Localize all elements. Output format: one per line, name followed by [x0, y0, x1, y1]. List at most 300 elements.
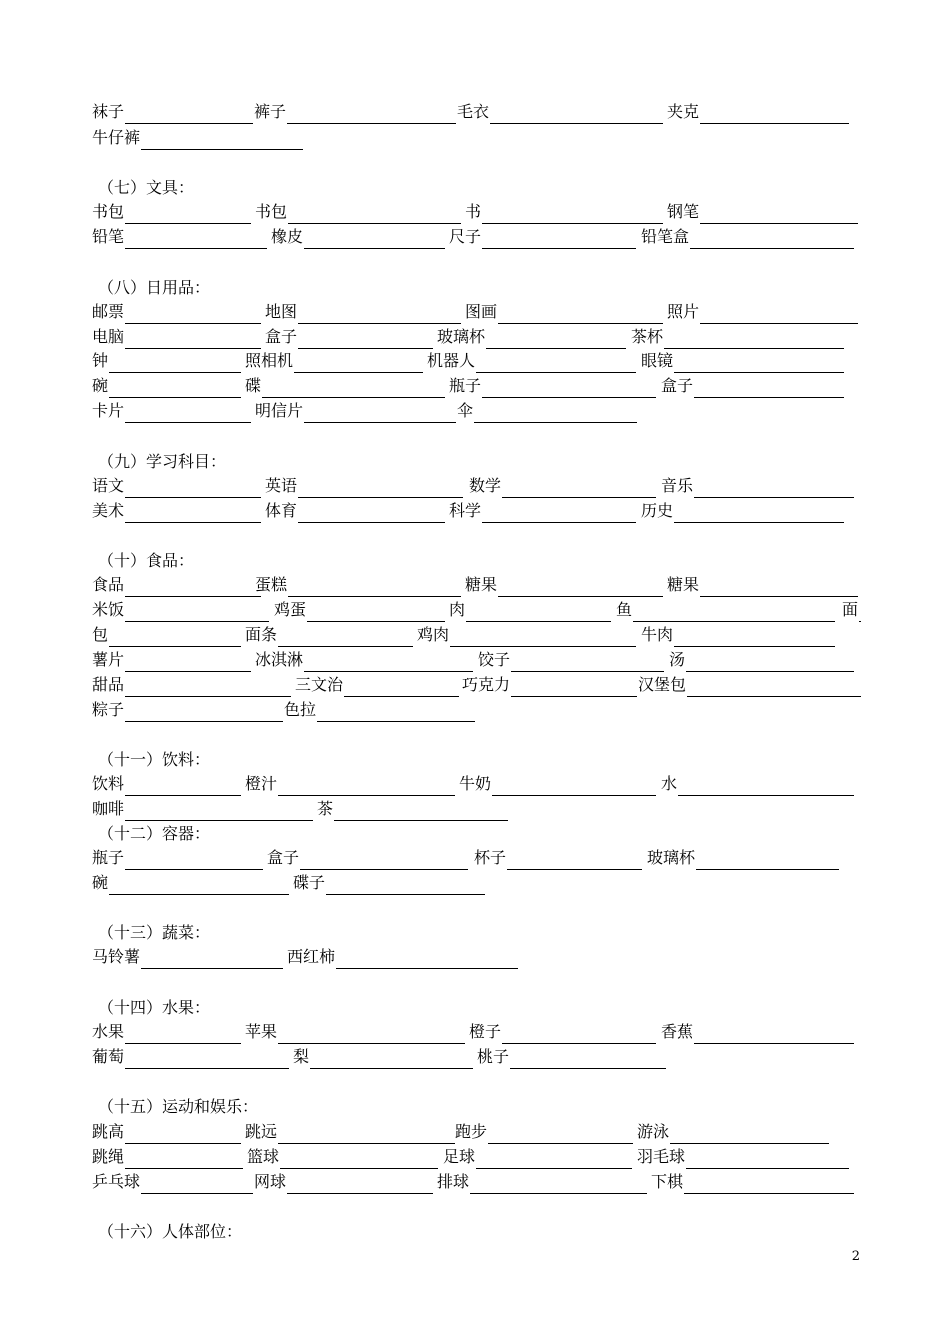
answer-blank[interactable] [125, 603, 269, 622]
section-heading-drinks: （十一）饮料： [98, 750, 211, 769]
answer-blank[interactable] [125, 1050, 289, 1069]
vocab-word: 瓶子 [449, 376, 482, 395]
vocab-word: 玻璃杯 [437, 327, 486, 346]
answer-blank[interactable] [298, 305, 461, 324]
vocab-item [92, 623, 241, 647]
vocab-item [92, 1145, 243, 1169]
answer-blank[interactable] [488, 1125, 633, 1144]
answer-blank[interactable] [334, 802, 508, 821]
vocab-word: 咖啡 [92, 799, 125, 818]
vocab-item [92, 225, 267, 249]
vocab-word: 饮料 [92, 774, 125, 793]
section-heading-fruit: （十四）水果： [98, 998, 211, 1017]
answer-blank[interactable] [287, 1175, 433, 1194]
answer-blank[interactable] [304, 230, 445, 249]
answer-blank[interactable] [510, 1050, 666, 1069]
vocab-row [0, 325, 950, 349]
vocab-item [255, 399, 456, 423]
answer-blank[interactable] [278, 1125, 455, 1144]
answer-blank[interactable] [125, 777, 241, 796]
vocab-word: 糖果 [667, 575, 700, 594]
vocab-item [265, 499, 445, 523]
vocab-word: 体育 [265, 501, 298, 520]
vocab-word: 甜品 [92, 675, 125, 694]
answer-blank[interactable] [450, 628, 636, 647]
vocab-item [661, 474, 854, 498]
vocab-item [255, 200, 461, 224]
vocab-item [616, 598, 835, 622]
vocab-item [92, 772, 241, 796]
answer-blank[interactable] [298, 479, 463, 498]
vocab-item [667, 200, 858, 224]
answer-blank[interactable] [700, 105, 849, 124]
vocab-item [661, 374, 844, 398]
section-heading-body: （十六）人体部位： [98, 1222, 243, 1241]
vocab-word: 肉 [449, 600, 466, 619]
answer-blank[interactable] [125, 230, 267, 249]
vocab-word: 茶 [317, 799, 334, 818]
answer-blank[interactable] [125, 653, 251, 672]
vocab-word: 机器人 [427, 351, 476, 370]
vocab-item [637, 1120, 829, 1144]
vocab-word: 米饭 [92, 600, 125, 619]
vocab-item [254, 1170, 433, 1194]
answer-blank[interactable] [109, 628, 241, 647]
vocab-word: 牛仔裤 [92, 128, 141, 147]
vocab-item [92, 1045, 289, 1069]
answer-blank[interactable] [470, 1175, 647, 1194]
vocab-item [317, 797, 508, 821]
answer-blank[interactable] [125, 678, 291, 697]
answer-blank[interactable] [674, 504, 844, 523]
vocab-word: 三文治 [295, 675, 344, 694]
answer-blank[interactable] [690, 230, 854, 249]
answer-blank[interactable] [125, 105, 253, 124]
vocab-word: 面条 [245, 625, 278, 644]
vocab-word: 水 [661, 774, 678, 793]
vocab-word: 香蕉 [661, 1022, 694, 1041]
vocab-item [92, 846, 263, 870]
vocab-word: 盒子 [661, 376, 694, 395]
answer-blank[interactable] [294, 354, 423, 373]
vocab-item [92, 1170, 253, 1194]
answer-blank[interactable] [686, 653, 854, 672]
vocab-word: 明信片 [255, 401, 304, 420]
answer-blank[interactable] [490, 105, 663, 124]
vocab-word: 书包 [92, 202, 125, 221]
vocab-item [293, 1045, 473, 1069]
vocab-word: 裤子 [254, 102, 287, 121]
vocab-item [443, 1145, 632, 1169]
vocab-row [0, 1020, 950, 1044]
vocab-word: 语文 [92, 476, 125, 495]
answer-blank[interactable] [278, 777, 455, 796]
vocab-item [455, 1120, 633, 1144]
vocab-item [842, 598, 861, 622]
vocab-item [459, 772, 656, 796]
vocab-item [92, 945, 283, 969]
answer-blank[interactable] [125, 479, 261, 498]
section-heading-containers: （十二）容器： [98, 824, 211, 843]
vocab-item [265, 300, 461, 324]
vocab-item [449, 598, 611, 622]
vocab-item [271, 225, 445, 249]
section-heading-daily: （八）日用品： [98, 278, 211, 297]
vocab-item [631, 325, 844, 349]
vocab-item [245, 349, 423, 373]
answer-blank[interactable] [674, 628, 835, 647]
answer-blank[interactable] [502, 479, 656, 498]
answer-blank[interactable] [304, 404, 456, 423]
vocab-word: 钟 [92, 351, 109, 370]
vocab-item [478, 648, 664, 672]
vocab-item [92, 300, 261, 324]
vocab-item [92, 598, 269, 622]
answer-blank[interactable] [304, 653, 473, 672]
answer-blank[interactable] [125, 851, 263, 870]
vocab-word: 邮票 [92, 302, 125, 321]
answer-blank[interactable] [336, 950, 518, 969]
vocab-item [641, 623, 835, 647]
answer-blank[interactable] [476, 354, 636, 373]
vocab-word: 足球 [443, 1147, 476, 1166]
vocab-word: 伞 [457, 401, 474, 420]
vocab-word: 夹克 [667, 102, 700, 121]
vocab-row [0, 474, 950, 498]
vocab-word: 杯子 [474, 848, 507, 867]
answer-blank[interactable] [492, 777, 656, 796]
vocab-word: 地图 [265, 302, 298, 321]
vocab-item [92, 698, 283, 722]
vocab-word: 盒子 [265, 327, 298, 346]
answer-blank[interactable] [317, 703, 475, 722]
answer-blank[interactable] [482, 205, 663, 224]
answer-blank[interactable] [125, 1025, 241, 1044]
vocab-row [0, 573, 950, 597]
vocab-word: 照片 [667, 302, 700, 321]
vocab-item [661, 1020, 854, 1044]
vocab-word: 科学 [449, 501, 482, 520]
vocab-item [638, 673, 861, 697]
vocab-word: 跑步 [455, 1122, 488, 1141]
answer-blank[interactable] [125, 504, 261, 523]
vocab-row [0, 772, 950, 796]
vocab-item [469, 474, 656, 498]
vocab-item [92, 797, 313, 821]
vocab-word: 橙子 [469, 1022, 502, 1041]
vocab-item [247, 1145, 438, 1169]
vocab-item [651, 1170, 854, 1194]
vocab-word: 牛奶 [459, 774, 492, 793]
answer-blank[interactable] [859, 603, 861, 622]
vocab-word: 图画 [465, 302, 498, 321]
vocab-row [0, 225, 950, 249]
vocab-item [92, 871, 289, 895]
vocab-item [265, 325, 433, 349]
answer-blank[interactable] [125, 1125, 241, 1144]
answer-blank[interactable] [507, 851, 642, 870]
vocab-item [92, 374, 241, 398]
answer-blank[interactable] [141, 950, 283, 969]
vocab-word: 桃子 [477, 1047, 510, 1066]
vocab-row [0, 648, 950, 672]
answer-blank[interactable] [109, 354, 241, 373]
vocab-row [0, 499, 950, 523]
answer-blank[interactable] [694, 379, 844, 398]
vocab-item [92, 648, 251, 672]
vocab-item [449, 499, 636, 523]
vocab-word: 音乐 [661, 476, 694, 495]
answer-blank[interactable] [280, 1150, 438, 1169]
vocab-item [417, 623, 636, 647]
answer-blank[interactable] [278, 1025, 465, 1044]
vocab-row [0, 698, 950, 722]
answer-blank[interactable] [298, 504, 445, 523]
answer-blank[interactable] [700, 578, 858, 597]
answer-blank[interactable] [298, 330, 433, 349]
answer-blank[interactable] [307, 603, 445, 622]
vocab-word: 碗 [92, 873, 109, 892]
vocab-item [255, 573, 461, 597]
vocab-item [245, 772, 455, 796]
answer-blank[interactable] [125, 703, 283, 722]
answer-blank[interactable] [262, 379, 445, 398]
vocab-row [0, 871, 950, 895]
vocab-word: 铅笔盒 [641, 227, 690, 246]
vocab-word: 冰淇淋 [255, 650, 304, 669]
vocab-word: 网球 [254, 1172, 287, 1191]
vocab-word: 食品 [92, 575, 125, 594]
vocab-word: 鱼 [616, 600, 633, 619]
vocab-word: 包 [92, 625, 109, 644]
section-heading-stationery: （七）文具： [98, 178, 195, 197]
vocab-word: 汤 [669, 650, 686, 669]
answer-blank[interactable] [109, 379, 241, 398]
answer-blank[interactable] [288, 205, 461, 224]
answer-blank[interactable] [664, 330, 844, 349]
vocab-word: 碟 [245, 376, 262, 395]
answer-blank[interactable] [511, 653, 664, 672]
vocab-item [92, 1120, 241, 1144]
answer-blank[interactable] [633, 603, 835, 622]
vocab-item [284, 698, 475, 722]
vocab-word: 面 [842, 600, 859, 619]
vocab-row [0, 200, 950, 224]
vocab-item [274, 598, 445, 622]
section-heading-sports: （十五）运动和娱乐： [98, 1097, 259, 1116]
answer-blank[interactable] [694, 1025, 854, 1044]
vocab-row [0, 1120, 950, 1144]
vocab-item [287, 945, 518, 969]
vocab-word: 游泳 [637, 1122, 670, 1141]
answer-blank[interactable] [109, 876, 289, 895]
vocab-item [265, 474, 463, 498]
vocab-row [0, 598, 950, 622]
vocab-word: 照相机 [245, 351, 294, 370]
vocab-word: 马铃薯 [92, 947, 141, 966]
vocab-item [295, 673, 459, 697]
answer-blank[interactable] [474, 404, 637, 423]
vocab-item [92, 349, 241, 373]
vocab-item [477, 1045, 666, 1069]
vocab-word: 下棋 [651, 1172, 684, 1191]
vocab-row [0, 673, 950, 697]
answer-blank[interactable] [498, 305, 663, 324]
vocab-word: 美术 [92, 501, 125, 520]
vocab-word: 卡片 [92, 401, 125, 420]
vocab-item [92, 100, 253, 124]
answer-blank[interactable] [674, 354, 844, 373]
vocab-item [245, 1120, 455, 1144]
answer-blank[interactable] [125, 305, 261, 324]
answer-blank[interactable] [670, 1125, 829, 1144]
answer-blank[interactable] [696, 851, 839, 870]
answer-blank[interactable] [498, 578, 663, 597]
vocab-word: 袜子 [92, 102, 125, 121]
vocab-item [92, 399, 251, 423]
vocab-word: 蛋糕 [255, 575, 288, 594]
answer-blank[interactable] [125, 404, 251, 423]
vocab-item [92, 474, 261, 498]
vocab-item [647, 846, 839, 870]
vocab-item [92, 325, 261, 349]
vocab-item [457, 399, 637, 423]
vocab-word: 橡皮 [271, 227, 304, 246]
vocab-item [465, 573, 663, 597]
vocab-item [641, 499, 844, 523]
answer-blank[interactable] [482, 504, 636, 523]
vocab-word: 铅笔 [92, 227, 125, 246]
vocab-item [92, 126, 303, 150]
vocab-row [0, 1170, 950, 1194]
vocab-item [437, 1170, 647, 1194]
vocab-item [474, 846, 642, 870]
vocab-word: 橙汁 [245, 774, 278, 793]
vocab-item [92, 1020, 241, 1044]
answer-blank[interactable] [287, 105, 456, 124]
vocab-item [293, 871, 485, 895]
answer-blank[interactable] [700, 305, 858, 324]
vocab-row [0, 1045, 950, 1069]
vocab-word: 跳绳 [92, 1147, 125, 1166]
vocab-item [661, 772, 854, 796]
vocab-item [637, 1145, 849, 1169]
answer-blank[interactable] [344, 678, 459, 697]
vocab-row [0, 797, 950, 821]
vocab-row [0, 300, 950, 324]
vocab-word: 鸡蛋 [274, 600, 307, 619]
answer-blank[interactable] [511, 678, 637, 697]
vocab-item [245, 623, 413, 647]
answer-blank[interactable] [326, 876, 485, 895]
vocab-word: 排球 [437, 1172, 470, 1191]
answer-blank[interactable] [678, 777, 854, 796]
vocab-word: 盒子 [267, 848, 300, 867]
vocab-word: 牛肉 [641, 625, 674, 644]
answer-blank[interactable] [125, 1150, 243, 1169]
answer-blank[interactable] [486, 330, 626, 349]
vocab-word: 跳远 [245, 1122, 278, 1141]
vocab-item [667, 573, 858, 597]
vocab-word: 尺子 [449, 227, 482, 246]
answer-blank[interactable] [310, 1050, 473, 1069]
section-heading-subjects: （九）学习科目： [98, 452, 227, 471]
answer-blank[interactable] [502, 1025, 656, 1044]
answer-blank[interactable] [125, 330, 261, 349]
answer-blank[interactable] [687, 678, 861, 697]
vocab-word: 梨 [293, 1047, 310, 1066]
vocab-item [245, 1020, 465, 1044]
answer-blank[interactable] [700, 205, 858, 224]
vocab-word: 历史 [641, 501, 674, 520]
vocab-word: 茶杯 [631, 327, 664, 346]
vocab-word: 西红柿 [287, 947, 336, 966]
answer-blank[interactable] [125, 802, 313, 821]
answer-blank[interactable] [476, 1150, 632, 1169]
answer-blank[interactable] [288, 578, 461, 597]
vocab-word: 瓶子 [92, 848, 125, 867]
vocab-row [0, 374, 950, 398]
vocab-item [267, 846, 468, 870]
answer-blank[interactable] [684, 1175, 854, 1194]
vocab-item [641, 225, 854, 249]
vocab-row [0, 1145, 950, 1169]
answer-blank[interactable] [125, 205, 251, 224]
vocab-item [254, 100, 456, 124]
page-number: 2 [851, 1249, 860, 1264]
answer-blank[interactable] [141, 1175, 253, 1194]
vocab-row [0, 945, 950, 969]
answer-blank[interactable] [300, 851, 468, 870]
vocab-row [0, 846, 950, 870]
vocab-word: 粽子 [92, 700, 125, 719]
vocab-word: 饺子 [478, 650, 511, 669]
vocab-word: 跳高 [92, 1122, 125, 1141]
vocab-word: 糖果 [465, 575, 498, 594]
vocab-row [0, 126, 950, 150]
answer-blank[interactable] [278, 628, 413, 647]
vocab-word: 苹果 [245, 1022, 278, 1041]
answer-blank[interactable] [686, 1150, 849, 1169]
vocab-item [462, 673, 637, 697]
vocab-word: 薯片 [92, 650, 125, 669]
answer-blank[interactable] [482, 379, 656, 398]
vocab-item [437, 325, 626, 349]
vocab-item [449, 374, 656, 398]
vocab-row [0, 349, 950, 373]
section-heading-food: （十）食品： [98, 551, 195, 570]
answer-blank[interactable] [694, 479, 854, 498]
vocab-word: 英语 [265, 476, 298, 495]
vocab-word: 钢笔 [667, 202, 700, 221]
answer-blank[interactable] [125, 578, 261, 597]
vocab-word: 眼镜 [641, 351, 674, 370]
vocab-item [255, 648, 473, 672]
vocab-row [0, 623, 950, 647]
answer-blank[interactable] [482, 230, 636, 249]
answer-blank[interactable] [141, 131, 303, 150]
vocab-word: 篮球 [247, 1147, 280, 1166]
vocab-word: 电脑 [92, 327, 125, 346]
vocab-word: 羽毛球 [637, 1147, 686, 1166]
vocab-item [92, 499, 261, 523]
vocab-item [427, 349, 636, 373]
vocab-item [667, 100, 849, 124]
vocab-item [92, 573, 261, 597]
answer-blank[interactable] [466, 603, 611, 622]
vocab-word: 毛衣 [457, 102, 490, 121]
vocab-word: 乒乓球 [92, 1172, 141, 1191]
